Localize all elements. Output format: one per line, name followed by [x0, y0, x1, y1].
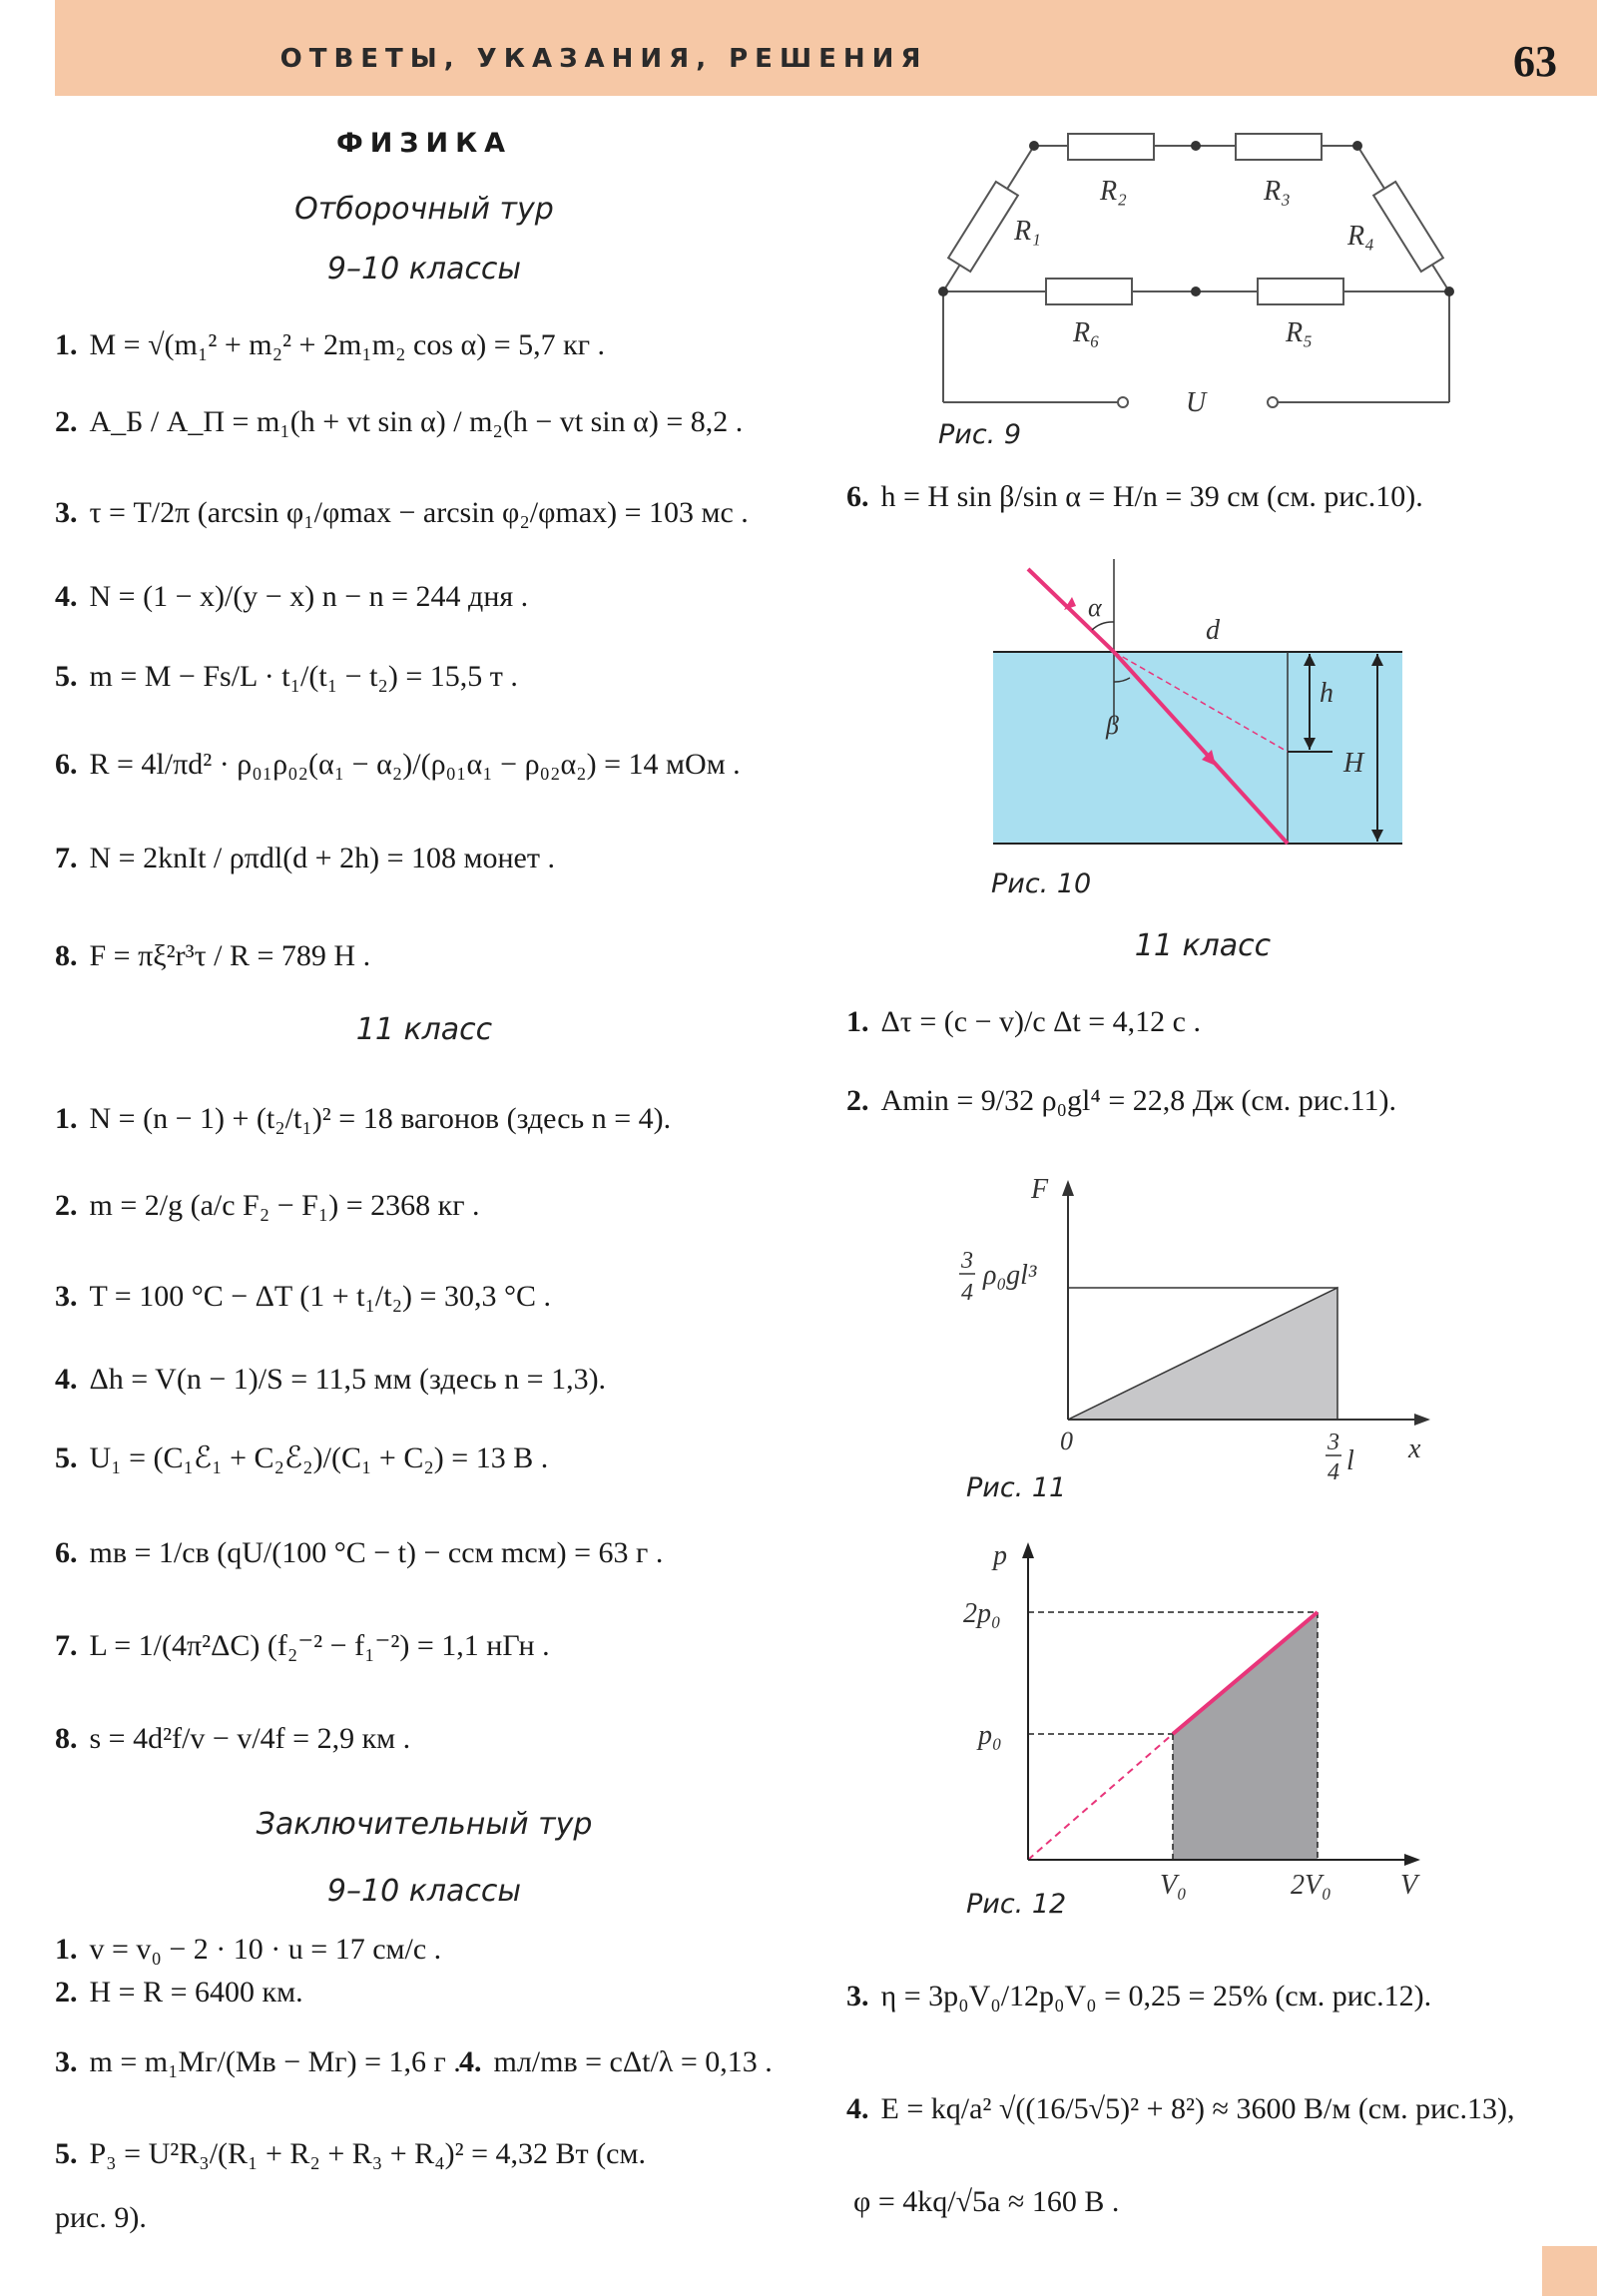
figure-9-circuit — [928, 120, 1467, 419]
answer-row — [55, 1721, 410, 1757]
label-r3: R₃ — [1264, 176, 1291, 207]
answer-formula: A_Б / A_П = m₁(h + vt sin α) / m₂(h − vt sin α) = 8,2 . — [89, 405, 744, 438]
section-qualifying-round: Отборочный тур — [294, 192, 554, 227]
label-two-p0: 2p₀ — [963, 1598, 1001, 1629]
answer-formula: N = (1 − x)/(y − x) n − n = 244 дня . — [89, 580, 529, 613]
answer-row — [846, 1083, 1396, 1119]
label-u: U — [1186, 387, 1207, 418]
label-F: F — [1031, 1174, 1049, 1205]
label-H: H — [1343, 748, 1364, 779]
answer-row — [853, 2184, 1119, 2220]
answer-row — [55, 1628, 550, 1664]
label-h: h — [1320, 678, 1333, 709]
section-grade-11: 11 класс — [355, 1012, 493, 1047]
label-r4: R₄ — [1347, 221, 1374, 252]
answer-formula: m = M − Fs/L · t₁/(t₁ − t₂) = 15,5 т . — [89, 660, 518, 693]
answer-row — [55, 747, 741, 783]
answer-row — [55, 659, 518, 695]
answer-formula: T = 100 °C − ΔT (1 + t₁/t₂) = 30,3 °C . — [89, 1280, 551, 1313]
label-frac-num: 3 — [961, 1248, 973, 1274]
figure-12-caption: Рис. 12 — [966, 1889, 1067, 1920]
answer-number: 8. — [55, 1722, 78, 1755]
label-l: l — [1346, 1445, 1354, 1476]
work-area — [1068, 1288, 1337, 1420]
answer-number: 4. — [55, 580, 78, 613]
answer-formula: mв = 1/cв (qU/(100 °C − t) − cсм mсм) = 63 г . — [89, 1536, 664, 1569]
answer-row — [55, 1279, 551, 1315]
answer-number: 5. — [55, 2137, 78, 2170]
label-r2: R₂ — [1100, 176, 1127, 207]
figure-11-caption: Рис. 11 — [966, 1472, 1067, 1503]
answer-row — [55, 1188, 480, 1224]
answer-number: 3. — [55, 2045, 78, 2078]
answer-formula: N = 2knIt / ρπdl(d + 2h) = 108 монет . — [89, 842, 555, 874]
answer-row — [55, 495, 749, 531]
section-final-round: Заключительный тур — [256, 1807, 593, 1842]
section-grades-9-10: 9–10 классы — [326, 252, 522, 287]
answer-number: 6. — [55, 1536, 78, 1569]
answer-number: 2. — [55, 405, 78, 438]
label-beta: β — [1106, 711, 1119, 740]
label-d: d — [1206, 615, 1220, 646]
answer-number: 3. — [55, 1280, 78, 1313]
section-final-grade-11: 11 класс — [1134, 928, 1272, 963]
answer-row — [55, 1362, 606, 1398]
answer-formula: s = 4d²f/v − v/4f = 2,9 км . — [89, 1722, 411, 1755]
figure-10-refraction — [988, 554, 1407, 854]
answer-row — [55, 579, 528, 615]
label-frac-num-x: 3 — [1328, 1430, 1339, 1455]
answer-number: 1. — [55, 1102, 78, 1135]
answer-number: 1. — [55, 328, 78, 361]
answer-number: 4. — [459, 2045, 482, 2078]
answer-row — [55, 1975, 303, 2010]
circuit-node — [1352, 141, 1362, 151]
answer-formula: m = 2/g (a/c F₂ − F₁) = 2368 кг . — [89, 1189, 480, 1222]
work-area — [1173, 1612, 1318, 1860]
page-number: 63 — [1513, 37, 1557, 86]
answer-formula: mл/mв = cΔt/λ = 0,13 . — [493, 2045, 773, 2078]
answer-row — [846, 1004, 1201, 1040]
answer-number: 1. — [55, 1933, 78, 1966]
label-V: V — [1400, 1870, 1418, 1901]
answer-row — [55, 2200, 147, 2236]
answer-formula: U₁ = (C₁ℰ₁ + C₂ℰ₂)/(C₁ + C₂) = 13 В . — [89, 1441, 549, 1474]
answer-formula: R = 4l/πd² · ρ₀₁ρ₀₂(α₁ − α₂)/(ρ₀₁α₁ − ρ₀₂α₂) = 14 мОм . — [89, 748, 741, 781]
answer-row — [846, 479, 1423, 515]
answer-number: 4. — [55, 1363, 78, 1396]
section-final-grades-9-10: 9–10 классы — [326, 1874, 522, 1909]
figure-9-caption: Рис. 9 — [938, 419, 1022, 450]
label-r5: R₅ — [1286, 317, 1313, 348]
answer-number: 4. — [846, 2092, 869, 2125]
corner-tab — [1542, 2246, 1597, 2296]
answer-formula: H = R = 6400 км. — [89, 1976, 303, 2009]
answer-formula: Δh = V(n − 1)/S = 11,5 мм (здесь n = 1,3). — [89, 1363, 607, 1396]
circuit-node — [1029, 141, 1039, 151]
header-title: ОТВЕТЫ, УКАЗАНИЯ, РЕШЕНИЯ — [279, 44, 928, 74]
answer-number: 2. — [55, 1976, 78, 2009]
label-two-V0: 2V₀ — [1291, 1870, 1331, 1901]
answer-formula: η = 3p₀V₀/12p₀V₀ = 0,25 = 25% (см. рис.12). — [880, 1980, 1432, 2012]
circuit-node — [1191, 141, 1201, 151]
answer-row — [846, 2091, 1514, 2127]
label-V0: V₀ — [1160, 1870, 1187, 1901]
answer-formula: E = kq/a² √((16/5√5)² + 8²) ≈ 3600 В/м (см. рис.13), — [880, 2092, 1515, 2125]
water-layer — [993, 652, 1402, 844]
answer-number: 6. — [846, 480, 869, 513]
answer-number: 1. — [846, 1005, 869, 1038]
label-alpha: α — [1088, 593, 1102, 622]
answer-row — [55, 404, 743, 440]
answer-formula: Amin = 9/32 ρ₀gl⁴ = 22,8 Дж (см. рис.11). — [880, 1084, 1396, 1117]
answer-formula: M = √(m₁² + m₂² + 2m₁m₂ cos α) = 5,7 кг . — [89, 328, 606, 361]
answer-formula: m = m₁Mг/(Mв − Mг) = 1,6 г . — [89, 2045, 461, 2078]
subject-title: ФИЗИКА — [335, 128, 513, 159]
terminal — [1268, 397, 1278, 407]
circuit-node — [1444, 287, 1454, 296]
answer-formula: v = v₀ − 2 · 10 · u = 17 см/с . — [89, 1933, 442, 1966]
answer-formula: рис. 9). — [55, 2201, 147, 2234]
label-r1: R₁ — [1014, 216, 1041, 247]
circuit-node — [938, 287, 948, 296]
figure-10-caption: Рис. 10 — [991, 868, 1092, 899]
answer-formula: N = (n − 1) + (t₂/t₁)² = 18 вагонов (здесь n = 4). — [89, 1102, 672, 1135]
answer-number: 3. — [846, 1980, 869, 2012]
answer-row — [55, 938, 370, 974]
extension-line — [1028, 1734, 1173, 1860]
answer-row — [55, 1101, 671, 1137]
answer-row — [55, 2136, 646, 2172]
answer-number: 3. — [55, 496, 78, 529]
answer-formula: P₃ = U²R₃/(R₁ + R₂ + R₃ + R₄)² = 4,32 Вт (см. — [89, 2137, 646, 2170]
answer-row — [55, 1932, 441, 1968]
answer-number: 6. — [55, 748, 78, 781]
answer-formula: Δτ = (c − v)/c Δt = 4,12 с . — [880, 1005, 1201, 1038]
label-frac-den-x: 4 — [1328, 1459, 1339, 1485]
circuit-node — [1191, 287, 1201, 296]
answer-number: 2. — [55, 1189, 78, 1222]
answer-number: 7. — [55, 842, 78, 874]
answer-formula: h = H sin β/sin α = H/n = 39 см (см. рис.10). — [880, 480, 1423, 513]
answer-number: 5. — [55, 1441, 78, 1474]
answer-number: 5. — [55, 660, 78, 693]
label-p: p — [993, 1540, 1007, 1571]
label-rho-term: ρ₀gl³ — [983, 1260, 1037, 1291]
answer-formula: F = πξ²r³τ / R = 789 Н . — [89, 939, 371, 972]
answer-row — [55, 2044, 461, 2080]
answer-number: 7. — [55, 1629, 78, 1662]
answer-row — [55, 327, 605, 363]
label-frac-den: 4 — [961, 1280, 973, 1306]
answer-row — [55, 841, 555, 876]
label-x: x — [1408, 1434, 1421, 1464]
answer-number: 8. — [55, 939, 78, 972]
label-p0: p₀ — [978, 1720, 1002, 1751]
terminal — [1118, 397, 1128, 407]
figure-12-pv-graph — [953, 1532, 1432, 1912]
answer-row — [55, 1440, 548, 1476]
answer-formula: τ = T/2π (arcsin φ₁/φmax − arcsin φ₂/φmax) = 103 мс . — [89, 496, 749, 529]
answer-row — [55, 1535, 663, 1571]
answer-row — [459, 2044, 773, 2080]
answer-row — [846, 1979, 1431, 2014]
answer-formula: L = 1/(4π²ΔC) (f₂⁻² − f₁⁻²) = 1,1 нГн . — [89, 1629, 550, 1662]
answer-number: 2. — [846, 1084, 869, 1117]
label-r6: R₆ — [1073, 317, 1100, 348]
label-zero: 0 — [1060, 1427, 1073, 1455]
answer-formula: φ = 4kq/√5a ≈ 160 В . — [853, 2185, 1120, 2218]
figure-11-force-graph — [953, 1168, 1432, 1497]
